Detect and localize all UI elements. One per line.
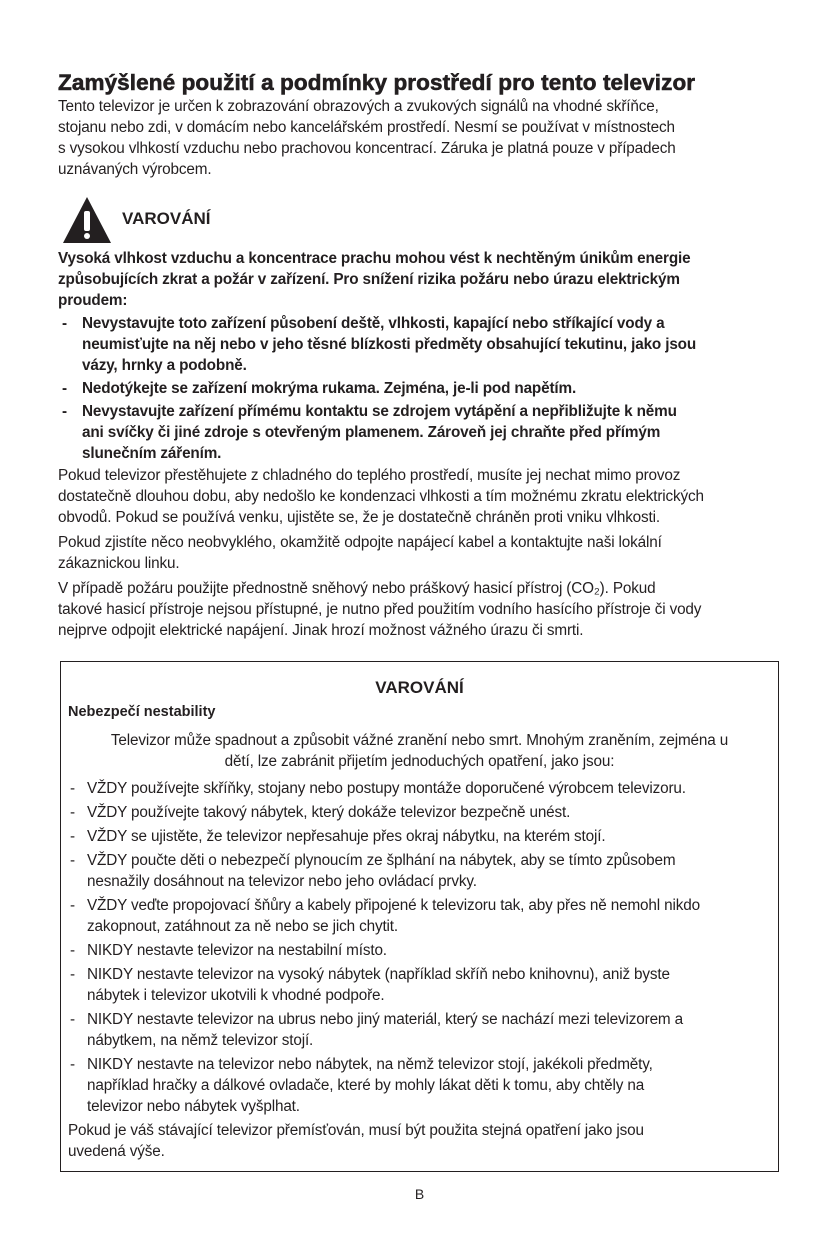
list-item <box>68 802 700 823</box>
text-line: Pokud televizor přestěhujete z chladného do teplého prostředí, musíte jej nechat mimo provoz <box>58 467 681 484</box>
intro-paragraph <box>58 96 676 180</box>
text-line: nábytek i televizor ukotvili k vhodné podpoře. <box>87 987 385 1004</box>
text-line: neumisťujte na něj nebo v jeho těsné blízkosti předměty obsahující tekutinu, jako jsou <box>82 336 697 353</box>
text-line: stojanu nebo zdi, v domácím nebo kancelářském prostředí. Nesmí se používat v místnostech <box>58 119 675 136</box>
text-line: Pokud je váš stávající televizor přemísťován, musí být použita stejná opatření jako jsou <box>68 1122 644 1139</box>
box-title: VAROVÁNÍ <box>375 678 464 697</box>
list-item <box>58 401 696 464</box>
list-item <box>58 378 696 399</box>
text-line: slunečním zářením. <box>82 445 222 462</box>
bullet-dash: - <box>70 966 75 983</box>
bullet-dash: - <box>70 1056 75 1073</box>
text-line: takové hasicí přístroje nejsou přístupné, je nutno před použitím vodního hasícího přístroje či vody <box>58 601 702 618</box>
list-item <box>68 964 700 1006</box>
paragraph <box>58 532 704 574</box>
text-line: Tento televizor je určen k zobrazování obrazových a zvukových signálů na vhodné skříňce, <box>58 98 659 115</box>
text-line: VŽDY se ujistěte, že televizor nepřesahuje přes okraj nábytku, na kterém stojí. <box>87 828 606 845</box>
text-line: zákaznickou linku. <box>58 555 180 572</box>
paragraph <box>58 465 704 528</box>
list-item <box>68 895 700 937</box>
text-line: Nevystavujte zařízení přímému kontaktu se zdrojem vytápění a nepřibližujte k němu <box>82 403 677 420</box>
list-item <box>68 778 700 799</box>
text-line: VŽDY poučte děti o nebezpečí plynoucím ze šplhání na nábytek, aby se tímto způsobem <box>87 852 676 869</box>
text-line: nábytkem, na němž televizor stojí. <box>87 1032 314 1049</box>
text-line: obvodů. Pokud se používá venku, ujistěte se, že je dostatečně chráněn proti vniku vlhkosti. <box>58 509 660 526</box>
bullet-dash: - <box>70 780 75 797</box>
warning-triangle-icon <box>62 196 112 244</box>
text-line: NIKDY nestavte televizor na ubrus nebo jiný materiál, který se nachází mezi televizorem a <box>87 1011 683 1028</box>
paragraph <box>58 578 704 641</box>
text-line: způsobujících zkrat a požár v zařízení. Pro snížení rizika požáru nebo úrazu elektrickým <box>58 271 680 288</box>
text-line: ani svíčky či jiné zdroje s otevřeným plamenem. Zároveň jej chraňte před přímým <box>82 424 661 441</box>
list-item <box>58 313 696 376</box>
warning-intro <box>58 248 691 311</box>
text-line: NIKDY nestavte televizor na nestabilní místo. <box>87 942 387 959</box>
box-subtitle: Nebezpečí nestability <box>68 704 216 720</box>
text-line: Nevystavujte toto zařízení působení deště, vlhkosti, kapající nebo stříkající vody a <box>82 315 665 332</box>
instability-warning-box <box>60 661 779 1172</box>
text-line: V případě požáru použijte přednostně sněhový nebo práškový hasicí přístroj (CO₂). Pokud <box>58 580 656 597</box>
text-line: televizor nebo nábytek vyšplhat. <box>87 1098 300 1115</box>
list-item <box>68 1054 700 1117</box>
text-line: proudem: <box>58 292 128 309</box>
text-line: dětí, lze zabránit přijetím jednoduchých opatření, jako jsou: <box>224 753 615 770</box>
text-line: dostatečně dlouhou dobu, aby nedošlo ke kondenzaci vlhkosti a tím možnému zkratu elektrických <box>58 488 704 505</box>
list-item <box>68 1009 700 1051</box>
text-line: VŽDY používejte skříňky, stojany nebo postupy montáže doporučené výrobcem televizoru. <box>87 780 686 797</box>
text-line: Televizor může spadnout a způsobit vážné zranění nebo smrt. Mnohým zraněním, zejména u <box>110 732 729 749</box>
text-line: například hračky a dálkové ovladače, které by mohly lákat děti k tomu, aby chtěly na <box>87 1077 645 1094</box>
text-line: zakopnout, zatáhnout za ně nebo se jich chytit. <box>87 918 398 935</box>
bullet-dash: - <box>70 828 75 845</box>
box-outro <box>68 1120 644 1162</box>
text-line: Vysoká vlhkost vzduchu a koncentrace prachu mohou vést k nechtěným únikům energie <box>58 250 691 267</box>
warning-label: VAROVÁNÍ <box>122 209 211 228</box>
text-line: nesnažily dosáhnout na televizor nebo jeho ovládací prvky. <box>87 873 477 890</box>
text-line: uznávaných výrobcem. <box>58 161 212 178</box>
text-line: Nedotýkejte se zařízení mokrýma rukama. Zejména, je-li pod napětím. <box>82 380 577 397</box>
text-line: NIKDY nestavte televizor na vysoký nábytek (například skříň nebo knihovnu), aniž byste <box>87 966 670 983</box>
warning-bullet-list <box>58 313 696 466</box>
bullet-dash: - <box>70 897 75 914</box>
list-item <box>68 850 700 892</box>
bullet-dash: - <box>70 1011 75 1028</box>
text-line: uvedená výše. <box>68 1143 165 1160</box>
list-item <box>68 826 700 847</box>
text-line: VŽDY používejte takový nábytek, který dokáže televizor bezpečně unést. <box>87 804 571 821</box>
page-title: Zamýšlené použití a podmínky prostředí pro tento televizor <box>58 70 696 95</box>
bullet-dash: - <box>70 942 75 959</box>
bullet-dash: - <box>62 380 67 397</box>
box-intro <box>61 730 778 772</box>
page-number: B <box>414 1186 425 1202</box>
text-line: vázy, hrnky a podobně. <box>82 357 247 374</box>
text-line: VŽDY veďte propojovací šňůry a kabely připojené k televizoru tak, aby přes ně nemohl nikdo <box>87 897 700 914</box>
text-line: NIKDY nestavte na televizor nebo nábytek, na němž televizor stojí, jakékoli předměty, <box>87 1056 653 1073</box>
text-line: Pokud zjistíte něco neobvyklého, okamžitě odpojte napájecí kabel a kontaktujte naši lokální <box>58 534 662 551</box>
bullet-dash: - <box>62 315 67 332</box>
text-line: nejprve odpojit elektrické napájení. Jinak hrozí možnost vážného úrazu či smrti. <box>58 622 584 639</box>
safety-paragraphs <box>58 465 704 645</box>
bullet-dash: - <box>70 804 75 821</box>
text-line: s vysokou vlhkostí vzduchu nebo prachovou koncentrací. Záruka je platná pouze v případech <box>58 140 676 157</box>
list-item <box>68 940 700 961</box>
bullet-dash: - <box>62 403 67 420</box>
box-bullet-list <box>68 778 700 1120</box>
bullet-dash: - <box>70 852 75 869</box>
